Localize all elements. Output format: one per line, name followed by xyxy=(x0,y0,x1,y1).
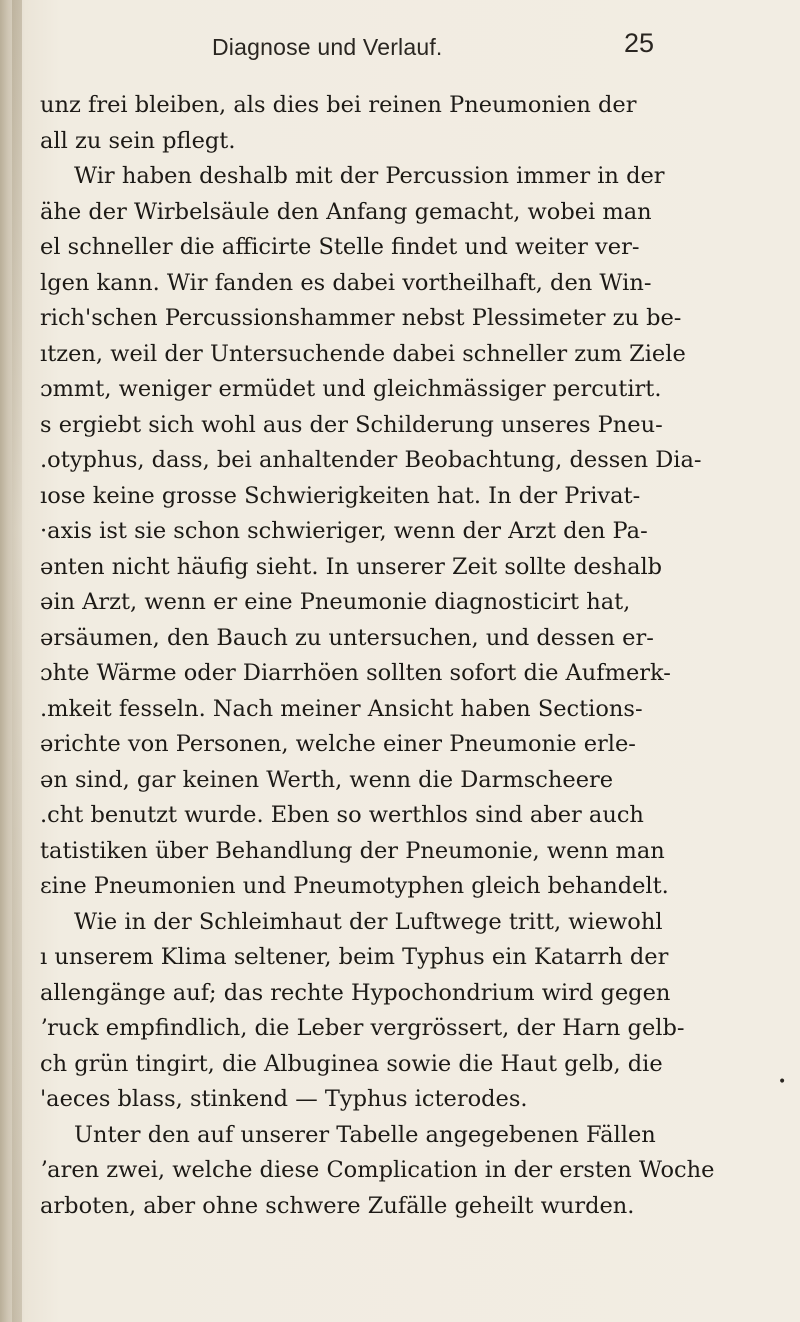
text-line: ən sind, gar keinen Werth, wenn die Darmscheere xyxy=(40,766,614,793)
text-line: ʼruck empfindlich, die Leber vergrössert, der Harn gelb- xyxy=(40,1015,685,1041)
text-line: əin Arzt, wenn er eine Pneumonie diagnosticirt hat, xyxy=(40,589,631,615)
text-line: ɔmmt, weniger ermüdet und gleichmässiger percutirt. xyxy=(40,376,662,402)
text-line: ərichte von Personen, welche einer Pneumonie erle- xyxy=(40,731,636,757)
margin-mark: • xyxy=(778,1074,787,1090)
text-line: Wir haben deshalb mit der Percussion immer in der xyxy=(74,163,665,189)
text-line: .mkeit fesseln. Nach meiner Ansicht haben Sections- xyxy=(40,695,643,722)
text-line: tatistiken über Behandlung der Pneumonie, wenn man xyxy=(40,837,665,864)
text-line: ɔhte Wärme oder Diarrhöen sollten sofort die Aufmerk- xyxy=(40,660,671,686)
text-line: ɛine Pneumonien und Pneumotyphen gleich behandelt. xyxy=(40,873,669,899)
running-title: Diagnose und Verlauf. xyxy=(212,34,443,60)
gutter-shadow xyxy=(12,0,22,1322)
text-line: ənten nicht häufig sieht. In unserer Zeit sollte deshalb xyxy=(40,553,663,580)
page-number: 25 xyxy=(624,28,655,58)
text-line: .otyphus, dass, bei anhaltender Beobachtung, dessen Dia- xyxy=(40,447,702,473)
text-line: lgen kann. Wir fanden es dabei vortheilhaft, den Win- xyxy=(40,269,652,296)
text-line: allengänge auf; das rechte Hypochondrium wird gegen xyxy=(40,979,671,1006)
text-line: ·axis ist sie schon schwieriger, wenn der Arzt den Pa- xyxy=(40,518,648,544)
text-line: Wie in der Schleimhaut der Luftwege tritt, wiewohl xyxy=(74,908,663,935)
text-line: ərsäumen, den Bauch zu untersuchen, und dessen er- xyxy=(40,624,654,651)
page-header xyxy=(0,28,800,68)
text-line: arboten, aber ohne schwere Zufälle geheilt wurden. xyxy=(40,1192,635,1219)
text-line: ʼaren zwei, welche diese Complication in der ersten Woche xyxy=(40,1157,715,1183)
text-line: rich'schen Percussionshammer nebst Plessimeter zu be- xyxy=(40,305,682,331)
text-line: el schneller die afficirte Stelle findet und weiter ver- xyxy=(40,234,640,260)
text-line: unz frei bleiben, als dies bei reinen Pneumonien der xyxy=(40,92,637,118)
text-line: ähe der Wirbelsäule den Anfang gemacht, wobei man xyxy=(40,198,652,225)
body-text xyxy=(40,88,760,1224)
text-line: all zu sein pflegt. xyxy=(40,127,236,154)
text-line: s ergiebt sich wohl aus der Schilderung unseres Pneu- xyxy=(40,411,663,438)
text-line: Unter den auf unserer Tabelle angegebenen Fällen xyxy=(74,1121,656,1148)
text-line: ıose keine grosse Schwierigkeiten hat. In der Privat- xyxy=(40,482,641,509)
text-line: ı unserem Klima seltener, beim Typhus ein Katarrh der xyxy=(40,944,669,970)
text-line: 'aeces blass, stinkend — Typhus icterodes. xyxy=(40,1086,528,1112)
text-line: ıtzen, weil der Untersuchende dabei schneller zum Ziele xyxy=(40,340,686,367)
text-line: ch grün tingirt, die Albuginea sowie die Haut gelb, die xyxy=(40,1050,663,1077)
text-line: .cht benutzt wurde. Eben so werthlos sind aber auch xyxy=(40,802,644,828)
